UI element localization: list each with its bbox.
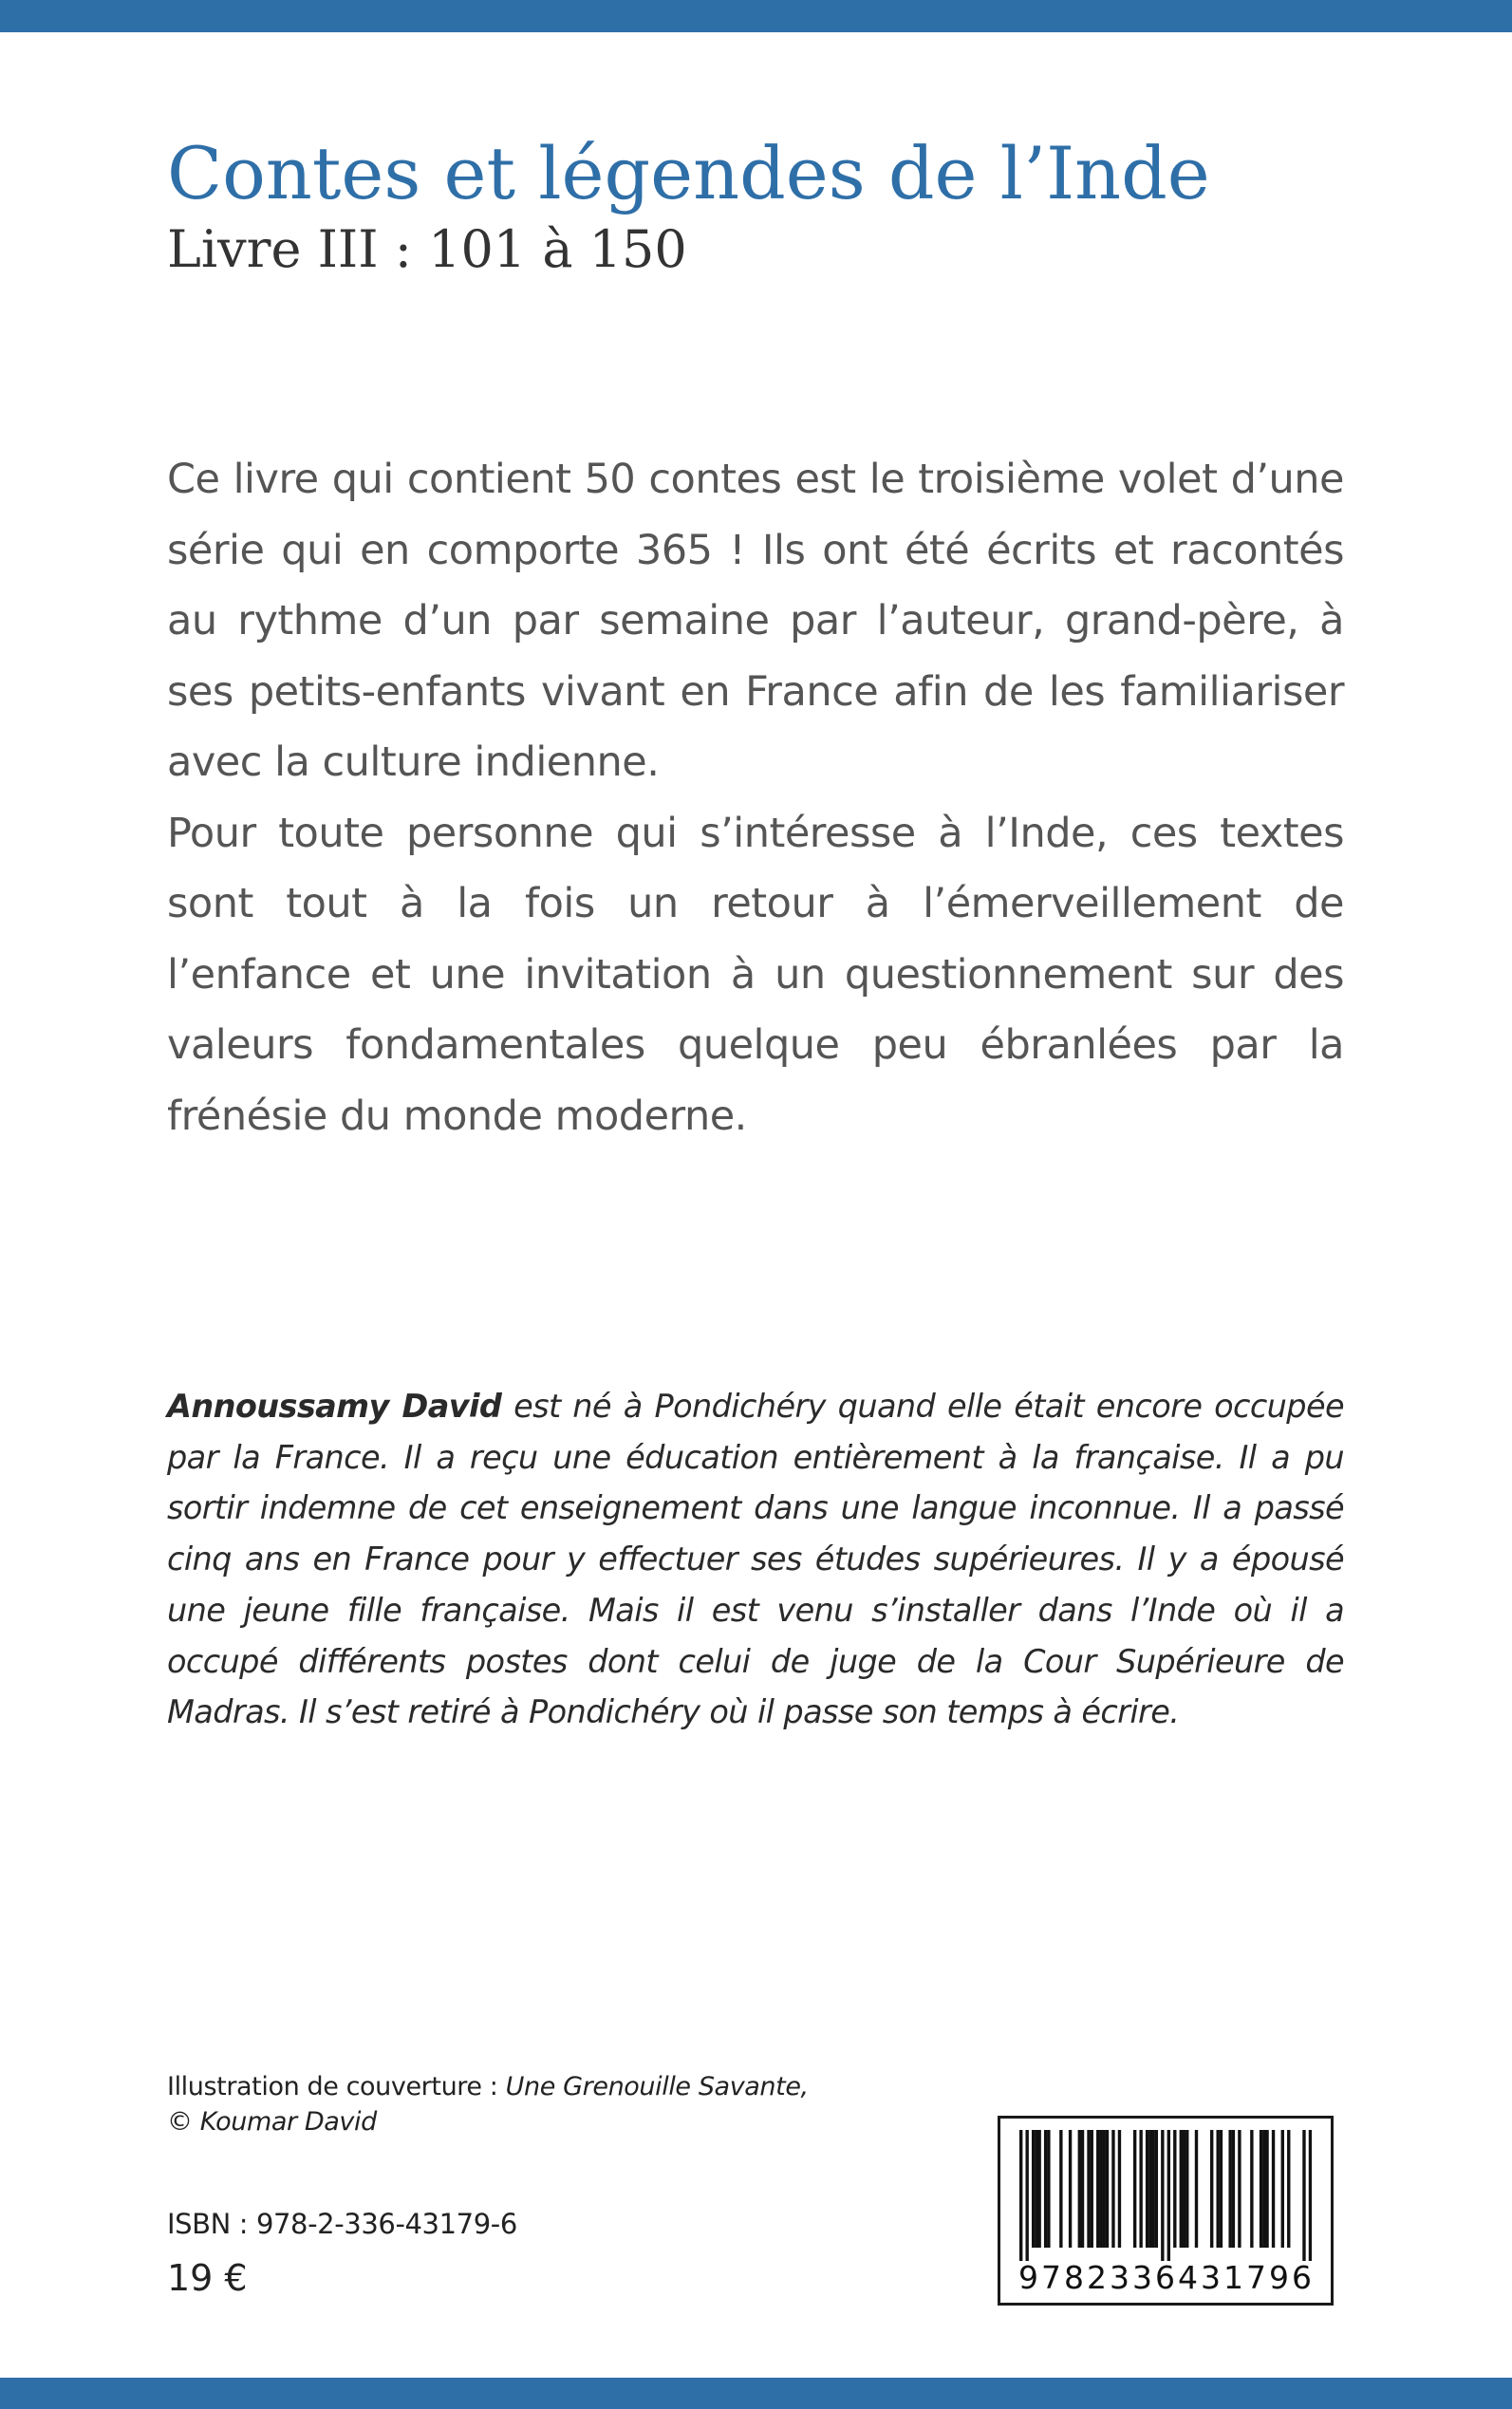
barcode-bar <box>1262 2130 1265 2248</box>
barcode-bar <box>1078 2130 1081 2248</box>
barcode-bar <box>1180 2130 1183 2248</box>
book-subtitle: Livre III : 101 à 150 <box>167 219 687 279</box>
barcode-bar <box>1195 2130 1198 2248</box>
price-text: 19 € <box>167 2257 248 2299</box>
barcode-bar <box>1148 2130 1151 2248</box>
barcode-bar <box>1133 2130 1136 2248</box>
barcode-bar <box>1103 2130 1106 2248</box>
barcode-bar <box>1287 2130 1290 2248</box>
barcode-bar <box>1099 2130 1102 2248</box>
barcode-bar <box>1111 2130 1114 2248</box>
author-bio <box>167 1381 1344 1738</box>
isbn-barcode <box>998 2116 1334 2306</box>
barcode-bar <box>1091 2130 1093 2248</box>
barcode-bar <box>1228 2130 1231 2248</box>
top-color-band <box>0 0 1512 32</box>
barcode-bar <box>1139 2130 1142 2248</box>
blurb-paragraph: Ce livre qui contient 50 contes est le troisième volet d’une série qui en comporte 365 ! Ils ont été écrits et racontés au rythme d’un par semaine par l’auteur, grand-père, à ses petits-enfants vivant en France afin de les familiariser avec la culture indienne. <box>167 456 1344 786</box>
barcode-bar <box>1019 2130 1022 2261</box>
barcode-bar <box>1106 2130 1109 2248</box>
credits-copyright: © Koumar David <box>167 2107 377 2137</box>
barcode-bar <box>1032 2130 1035 2248</box>
barcode-bar <box>1265 2130 1268 2248</box>
credits-label: Illustration de couverture : <box>167 2072 506 2101</box>
barcode-bar <box>1173 2130 1176 2248</box>
illustration-credits <box>167 2069 1021 2139</box>
barcode-digits: 9782336431796 <box>1018 2259 1315 2296</box>
author-bio-text: est né à Pondichéry quand elle était encore occupée par la France. Il a reçu une éducation entièrement à la française. Il a pu sortir indemne de cet enseignement dans une langue inconnue. Il a passé cinq ans en France pour y effectuer ses études supérieures. Il y a épousé une jeune fille française. Mais il est venu s’installer dans l’Inde où il a occupé différents postes dont celui de juge de la Cour Supérieure de Madras. Il s’est retiré à Pondichéry où il passe son temps à écrire. <box>167 1388 1344 1731</box>
book-blurb <box>167 444 1344 1151</box>
barcode-bar <box>1161 2130 1164 2261</box>
barcode-bar <box>1151 2130 1154 2248</box>
barcode-bar <box>1081 2130 1084 2248</box>
barcode-bar <box>1238 2130 1241 2248</box>
barcode-bar <box>1167 2130 1170 2261</box>
barcode-bar <box>1035 2130 1037 2248</box>
barcode-bar <box>1250 2130 1253 2248</box>
author-name: Annoussamy David <box>167 1388 502 1425</box>
barcode-bar <box>1216 2130 1219 2248</box>
barcode-bar <box>1309 2130 1312 2261</box>
barcode-bar <box>1069 2130 1072 2248</box>
barcode-bar <box>1059 2130 1062 2248</box>
barcode-bar <box>1183 2130 1185 2248</box>
barcode-bar <box>1281 2130 1284 2248</box>
barcode-bar <box>1025 2130 1028 2261</box>
barcode-bar <box>1210 2130 1213 2248</box>
barcode-bar <box>1087 2130 1090 2248</box>
blurb-paragraph: Pour toute personne qui s’intéresse à l’Inde, ces textes sont tout à la fois un retour à l’émerveillement de l’enfance et une invitation à un questionnement sur des valeurs fondamentales quelque peu ébranlées par la frénésie du monde moderne. <box>167 809 1344 1140</box>
credits-work-title: Une Grenouille Savante, <box>505 2072 809 2101</box>
barcode-bar <box>1302 2130 1305 2261</box>
barcode-bar <box>1185 2130 1188 2248</box>
barcode-bar <box>1260 2130 1262 2248</box>
barcode-bar <box>1155 2130 1158 2248</box>
bottom-color-band <box>0 2378 1512 2409</box>
barcode-bar <box>1220 2130 1223 2248</box>
barcode-bar <box>1044 2130 1047 2248</box>
book-title: Contes et légendes de l’Inde <box>167 131 1210 215</box>
barcode-bar <box>1037 2130 1040 2248</box>
isbn-text: ISBN : 978-2-336-43179-6 <box>167 2208 517 2240</box>
barcode-bars <box>1019 2130 1312 2261</box>
barcode-bar <box>1096 2130 1099 2248</box>
barcode-bar <box>1146 2130 1148 2248</box>
barcode-bar <box>1232 2130 1235 2248</box>
barcode-bar <box>1118 2130 1121 2248</box>
barcode-bar <box>1047 2130 1050 2248</box>
barcode-bar <box>1272 2130 1275 2248</box>
